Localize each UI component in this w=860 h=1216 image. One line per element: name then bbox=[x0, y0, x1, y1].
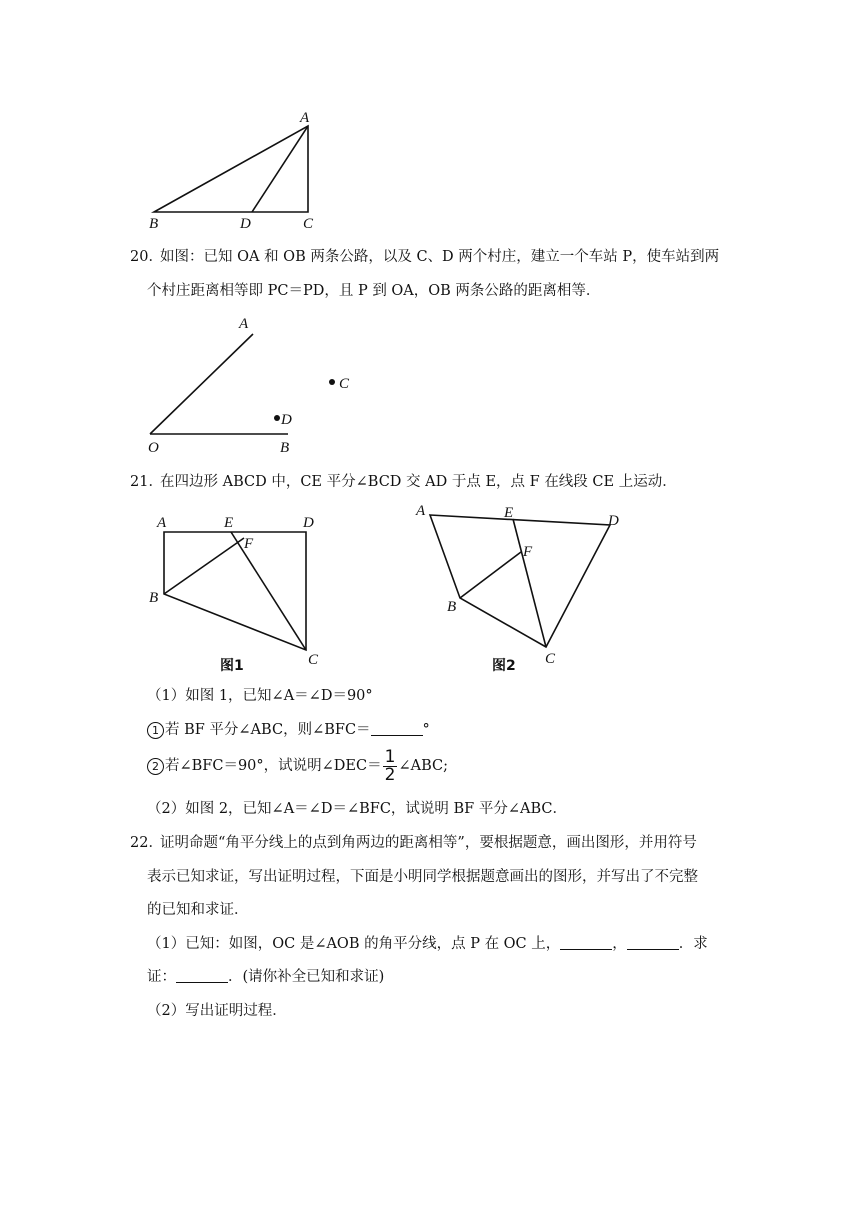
q22-part1-line1 bbox=[147, 934, 708, 954]
label-e: E bbox=[504, 505, 514, 521]
q21-part1: （1）如图 1，已知∠A＝∠D＝90° bbox=[147, 688, 373, 704]
figure-q21-2 bbox=[410, 500, 640, 672]
circled-number-1: 1 bbox=[147, 722, 164, 739]
q21-sub2-text: 若∠BFC＝90°，试说明∠DEC＝ bbox=[165, 758, 382, 774]
answer-blank-1 bbox=[560, 935, 612, 950]
circled-number-2: 2 bbox=[147, 758, 164, 775]
label-c: C bbox=[308, 652, 319, 668]
q22-line3: 的已知和求证． bbox=[147, 902, 249, 918]
q21-sub1-text: 若 BF 平分∠ABC，则∠BFC＝ bbox=[165, 722, 371, 738]
q21-number: 21． bbox=[130, 474, 163, 490]
segment-ce-1 bbox=[231, 532, 306, 650]
label-b: B bbox=[149, 590, 159, 606]
point-c bbox=[329, 379, 335, 385]
label-f: F bbox=[244, 536, 254, 552]
q21-sub2-end: ∠ABC; bbox=[398, 758, 448, 774]
q22-part1-prove-label: 证： bbox=[147, 969, 176, 985]
quad-abcd-1 bbox=[164, 532, 306, 650]
label-d: D bbox=[281, 412, 292, 428]
q20-line1: 如图：已知 OA 和 OB 两条公路，以及 C、D 两个村庄，建立一个车站 P，使车站到两 bbox=[160, 249, 720, 265]
quad-abcd-2 bbox=[430, 515, 610, 647]
segment-bf-1 bbox=[164, 538, 244, 594]
label-d: D bbox=[303, 515, 314, 531]
fraction-numerator: 1 bbox=[384, 746, 396, 767]
triangle-abc bbox=[154, 126, 308, 212]
figure-q19 bbox=[140, 108, 340, 233]
q22-line1: 证明命题“角平分线上的点到角两边的距离相等”，要根据题意，画出图形，并用符号 bbox=[160, 835, 697, 851]
q22-line2: 表示已知求证，写出证明过程，下面是小明同学根据题意画出的图形，并写出了不完整 bbox=[147, 869, 698, 885]
label-b: B bbox=[280, 440, 290, 456]
triangle-abc-diagram bbox=[140, 108, 340, 233]
q22-part1-note: ．(请你补全已知和求证) bbox=[228, 969, 385, 985]
segment-ce-2 bbox=[513, 519, 546, 647]
label-a: A bbox=[416, 503, 426, 519]
label-o: O bbox=[148, 440, 159, 456]
angle-aob-diagram bbox=[140, 310, 370, 460]
q21-part2: （2）如图 2，已知∠A＝∠D＝∠BFC，试说明 BF 平分∠ABC． bbox=[147, 801, 567, 817]
label-a: A bbox=[239, 316, 249, 332]
fraction-denominator: 2 bbox=[384, 764, 396, 785]
q21-sub2 bbox=[147, 746, 448, 786]
segment-bf-2 bbox=[460, 552, 521, 598]
label-b: B bbox=[447, 599, 457, 615]
q20-number: 20． bbox=[130, 249, 163, 265]
label-d: D bbox=[240, 216, 251, 232]
q22-part1-text: （1）已知：如图，OC 是∠AOB 的角平分线，点 P 在 OC 上， bbox=[147, 936, 561, 952]
label-e: E bbox=[224, 515, 234, 531]
q22-part1-end: ．求 bbox=[678, 936, 708, 952]
segment-ad bbox=[252, 126, 308, 212]
q22-part2: （2）写出证明过程． bbox=[147, 1003, 287, 1019]
label-b: B bbox=[149, 216, 159, 232]
fraction-one-half bbox=[383, 746, 398, 785]
figure-caption-1: 图1 bbox=[220, 658, 244, 674]
q22-part1-sep: ， bbox=[612, 936, 627, 952]
label-f: F bbox=[523, 544, 533, 560]
q22-number: 22． bbox=[130, 835, 163, 851]
answer-blank-3 bbox=[176, 968, 228, 983]
label-a: A bbox=[300, 110, 310, 126]
ray-oa bbox=[150, 334, 253, 434]
quadrilateral-figure-1 bbox=[140, 510, 340, 672]
figure-q21-1 bbox=[140, 510, 340, 672]
q20-line2: 个村庄距离相等即 PC＝PD，且 P 到 OA，OB 两条公路的距离相等． bbox=[147, 283, 601, 299]
label-d: D bbox=[608, 513, 619, 529]
answer-blank-2 bbox=[627, 935, 679, 950]
point-d bbox=[274, 415, 280, 421]
label-a: A bbox=[157, 515, 167, 531]
q21-sub1-degree: ° bbox=[422, 722, 430, 738]
answer-blank bbox=[371, 721, 423, 736]
quadrilateral-figure-2 bbox=[410, 500, 640, 672]
figure-caption-2: 图2 bbox=[492, 658, 516, 674]
q21-sub1 bbox=[147, 720, 430, 740]
label-c: C bbox=[303, 216, 314, 232]
figure-q20 bbox=[140, 310, 370, 460]
q22-part1-line2 bbox=[147, 967, 384, 987]
label-c: C bbox=[545, 651, 556, 667]
label-c: C bbox=[339, 376, 350, 392]
q21-line1: 在四边形 ABCD 中，CE 平分∠BCD 交 AD 于点 E，点 F 在线段 CE 上运动． bbox=[160, 474, 677, 490]
